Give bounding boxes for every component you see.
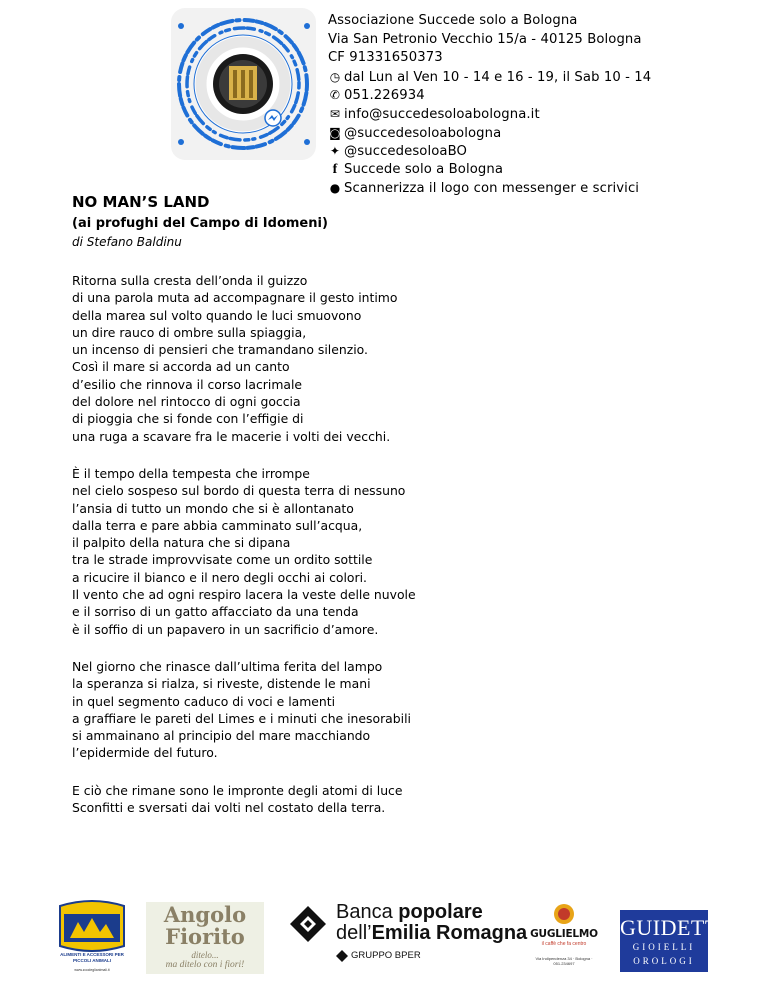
angolo-line3: ditelo... xyxy=(191,950,219,960)
verse: una ruga a scavare fra le macerie i volti dei vecchi. xyxy=(72,428,391,444)
stanza-4 xyxy=(72,782,712,817)
facebook-icon: f xyxy=(332,161,338,177)
poem xyxy=(72,192,712,816)
stanza-1 xyxy=(72,272,712,445)
verse: a graffiare le pareti del Limes e i minuti che inesorabili xyxy=(72,710,411,726)
poem-author: di Stefano Baldinu xyxy=(72,235,182,249)
verse: in quel segmento caduco di voci e lamenti xyxy=(72,693,336,709)
instagram-link[interactable]: ◙ @succedesoloabologna xyxy=(329,125,502,141)
guglielmo-sun-icon xyxy=(553,903,575,925)
angolo-line2: Fiorito xyxy=(165,924,245,949)
zoo-site: www.zoodeglianimali.it xyxy=(74,968,110,972)
verse: l’ansia di tutto un mondo che si è allontanato xyxy=(72,500,354,516)
email-link[interactable]: ✉ info@succedesoloabologna.it xyxy=(329,106,540,122)
verse: si ammainano al principio del mare macchiando xyxy=(72,728,371,744)
guglielmo-address: Via Indipendenza 34 · Bologna · 051.234697 xyxy=(535,956,593,966)
verse: Sconfitti e sversati dai volti nel costato della terra. xyxy=(72,800,386,816)
tax-code: CF 91331650373 xyxy=(328,50,443,66)
stanza-3 xyxy=(72,658,712,762)
verse: nel cielo sospeso sul bordo di questa terra di nessuno xyxy=(72,483,406,499)
sponsor-strip xyxy=(0,890,768,990)
letterhead xyxy=(0,0,768,197)
poem-subtitle: (ai profughi del Campo di Idomeni) xyxy=(72,216,328,231)
twitter-icon: ✦ xyxy=(329,144,341,159)
stanza-2 xyxy=(72,465,712,638)
guglielmo-name: GUGLIELMO xyxy=(530,928,598,940)
twitter-link[interactable]: ✦ @succedesoloaBO xyxy=(329,144,467,160)
association-name: Associazione Succede solo a Bologna xyxy=(328,13,578,28)
verse: un dire rauco di ombre sulla spiaggia, xyxy=(72,324,307,340)
verse: Così il mare si accorda ad un canto xyxy=(72,359,290,375)
verse: Il vento che ad ogni respiro lacera la veste delle nuvole xyxy=(72,587,416,603)
verse: a ricucire il bianco e il nero degli occhi ai colori. xyxy=(72,569,367,585)
verse: tra le strade improvvisate come un ordito sottile xyxy=(72,552,373,568)
verse: dalla terra e pare abbia camminato sull’acqua, xyxy=(72,517,363,533)
bpe-name-line2: dell’Emilia Romagna xyxy=(336,922,528,944)
contact-block xyxy=(328,12,758,198)
guidetti-line2: GIOIELLI xyxy=(632,942,696,952)
poem-title: NO MAN’S LAND xyxy=(72,193,210,211)
verse: l’epidermide del futuro. xyxy=(72,745,218,761)
verse: Nel giorno che rinasce dall’ultima ferita del lampo xyxy=(72,658,383,674)
verse: d’esilio che rinnova il corso lacrimale xyxy=(72,376,303,392)
verse: del dolore nel rintocco di ogni goccia xyxy=(72,394,301,410)
verse: Ritorna sulla cresta dell’onda il guizzo xyxy=(72,273,308,288)
messenger-icon: ● xyxy=(329,181,341,196)
verse: della marea sul volto quando le luci smuovono xyxy=(72,307,362,323)
verse: il palpito della natura che si dipana xyxy=(72,535,291,551)
verse: di pioggia che si fonde con l’effigie di xyxy=(72,411,304,427)
zoo-tagline: ALIMENTI E ACCESSORI PER PICCOLI ANIMALI xyxy=(60,952,124,963)
bpe-diamond-icon xyxy=(288,904,328,944)
verse: E ciò che rimane sono le impronte degli atomi di luce xyxy=(72,782,403,798)
bpe-name-line1: Banca popolare xyxy=(336,901,483,923)
bper-mark-icon xyxy=(336,950,348,962)
opening-hours: ◷ dal Lun al Ven 10 - 14 e 16 - 19, il Sab 10 - 14 xyxy=(329,69,652,85)
angolo-line4: ma ditelo con i fiori! xyxy=(165,960,245,970)
instagram-icon: ◙ xyxy=(329,125,341,140)
verse: un incenso di pensieri che tramandano silenzio. xyxy=(72,342,368,358)
guglielmo-claim: il caffè che fa centro xyxy=(541,941,587,947)
messenger-hint: ● Scannerizza il logo con messenger e scrivici xyxy=(329,181,640,197)
bper-group: GRUPPO BPER xyxy=(351,950,421,961)
phone[interactable]: ✆ 051.226934 xyxy=(329,88,425,104)
angolo-line1: Angolo xyxy=(163,902,247,927)
verse: la speranza si rialza, si riveste, distende le mani xyxy=(72,676,371,692)
facebook-link[interactable]: f Succede solo a Bologna xyxy=(328,161,758,180)
mail-icon: ✉ xyxy=(329,106,341,121)
guidetti-line3: OROLOGI xyxy=(633,956,695,966)
address: Via San Petronio Vecchio 15/a - 40125 Bologna xyxy=(328,31,642,47)
verse: e il sorriso di un gatto affacciato da una tenda xyxy=(72,604,359,620)
verse: è il soffio di un papavero in un sacrificio d’amore. xyxy=(72,621,379,637)
guidetti-name: GUIDETTI xyxy=(620,915,727,940)
messenger-code-logo[interactable] xyxy=(171,8,316,160)
verse: È il tempo della tempesta che irrompe xyxy=(72,465,310,481)
clock-icon: ◷ xyxy=(329,69,341,84)
phone-icon: ✆ xyxy=(329,88,341,103)
verse: di una parola muta ad accompagnare il gesto intimo xyxy=(72,290,398,306)
